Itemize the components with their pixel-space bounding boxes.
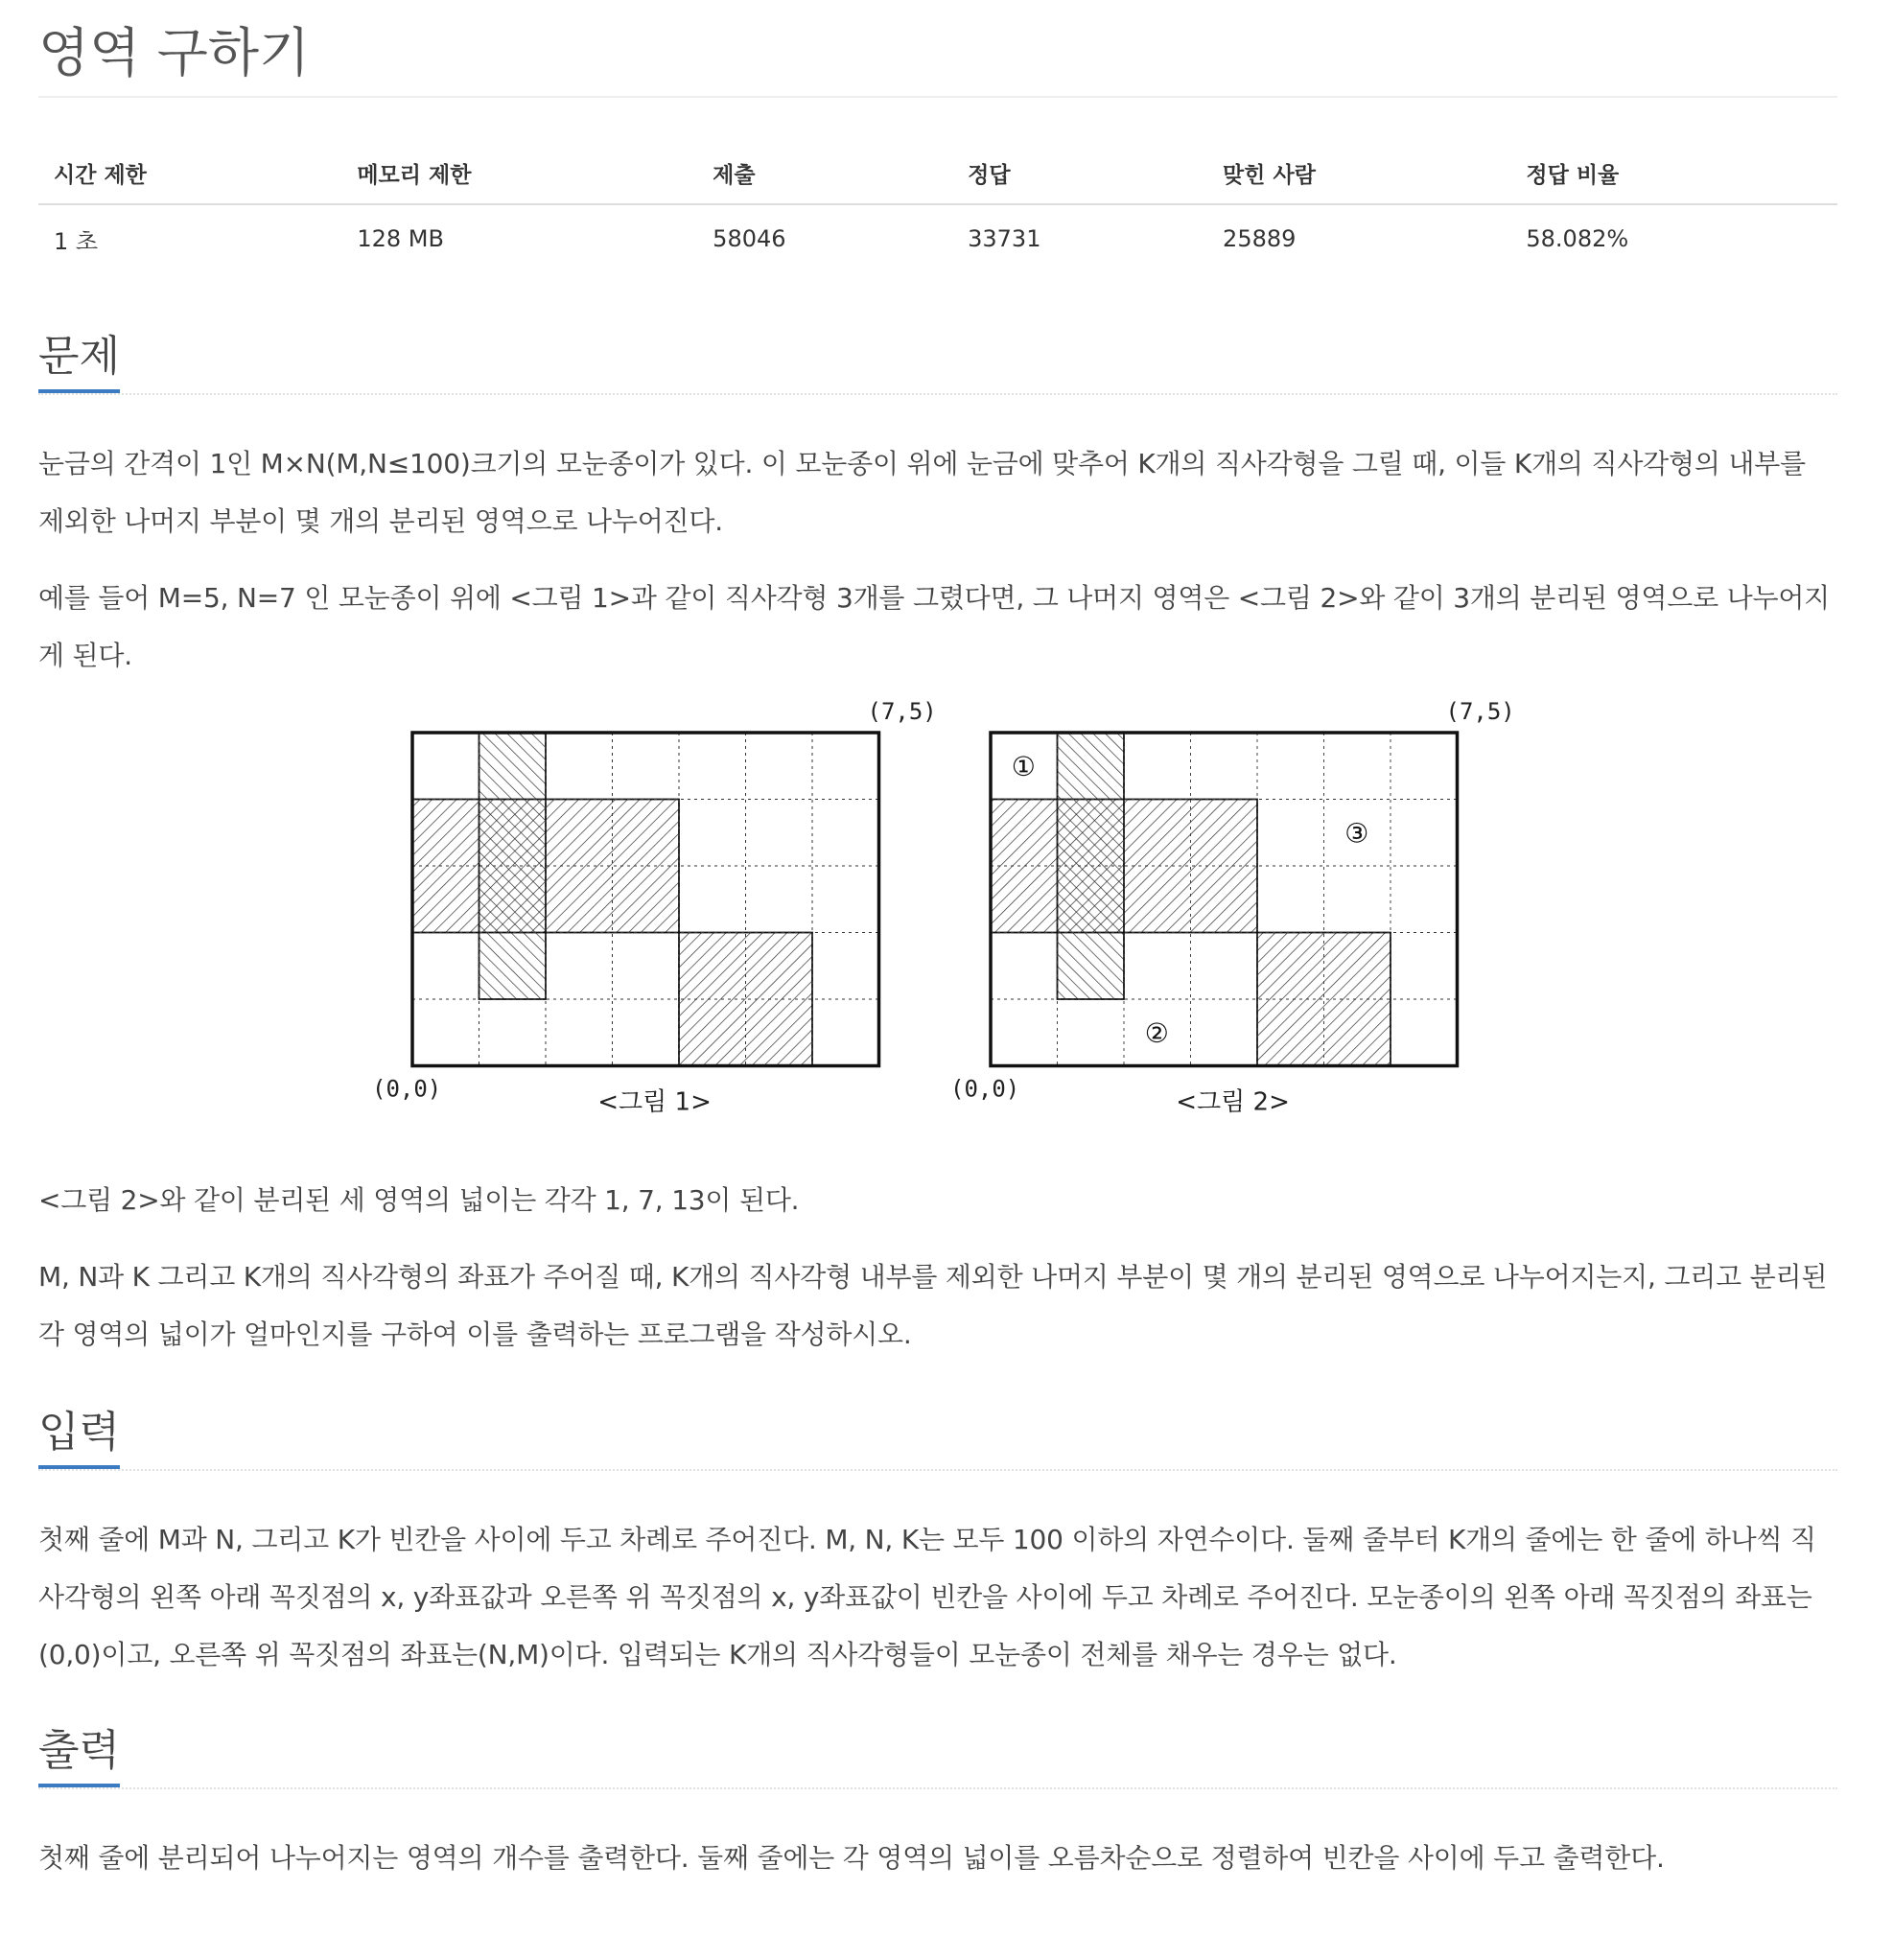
memory-limit-header: 메모리 제한 — [341, 142, 697, 204]
input-section-header — [38, 1392, 1837, 1471]
fig1-origin-label: (0,0) — [372, 1075, 442, 1103]
fig2-caption: <그림 2> — [1176, 1087, 1290, 1117]
input-paragraph: 첫째 줄에 M과 N, 그리고 K가 빈칸을 사이에 두고 차례로 주어진다. M, N, K는 모두 100 이하의 자연수이다. 둘째 줄부터 K개의 줄에는 한 줄에 하나씩 직사각형의 왼쪽 아래 꼭짓점의 x, y좌표값과 오른쪽 위 꼭짓점의 x, y좌표값이 빈칸을 사이에 두고 차례로 주어진다. 모눈종이의 왼쪽 아래 꼭짓점의 좌표는 (0,0)이고, 오른쪽 위 꼭짓점의 좌표는(N,M)이다. 입력되는 K개의 직사각형들이 모눈종이 전체를 채우는 경우는 없다. — [38, 1524, 1816, 1670]
input-section-heading: 입력 — [38, 1412, 120, 1469]
problem-section-header — [38, 316, 1837, 395]
problem-paragraph-3: <그림 2>와 같이 분리된 세 영역의 넓이는 각각 1, 7, 13이 된다. — [38, 1184, 800, 1216]
submissions-header: 제출 — [697, 142, 952, 204]
problem-section-heading: 문제 — [38, 336, 120, 393]
time-limit-value: 1 초 — [54, 227, 99, 255]
output-paragraph: 첫째 줄에 분리되어 나누어지는 영역의 개수를 출력한다. 둘째 줄에는 각 영역의 넓이를 오름차순으로 정렬하여 빈칸을 사이에 두고 출력한다. — [38, 1842, 1665, 1874]
accepted-value: 33731 — [968, 225, 1041, 252]
problem-paragraph-2: 예를 들어 M=5, N=7 인 모눈종이 위에 <그림 1>과 같이 직사각형 3개를 그렸다면, 그 나머지 영역은 <그림 2>와 같이 3개의 분리된 영역으로 나누어지게 된다. — [38, 582, 1831, 671]
problem-paragraph-4: M, N과 K 그리고 K개의 직사각형의 좌표가 주어질 때, K개의 직사각형 내부를 제외한 나머지 부분이 몇 개의 분리된 영역으로 나누어지는지, 그리고 분리된 각 영역의 넓이가 얼마인지를 구하여 이를 출력하는 프로그램을 작성하시오. — [38, 1261, 1828, 1350]
page-title: 영역 구하기 — [38, 0, 1837, 98]
problem-paragraph-1: 눈금의 간격이 1인 M×N(M,N≤100)크기의 모눈종이가 있다. 이 모눈종이 위에 눈금에 맞추어 K개의 직사각형을 그릴 때, 이들 K개의 직사각형의 내부를 제외한 나머지 부분이 몇 개의 분리된 영역으로 나누어진다. — [38, 448, 1806, 537]
figure-2 — [950, 698, 1515, 1117]
fig2-corner-label: (7,5) — [1445, 698, 1515, 725]
output-section-header — [38, 1711, 1837, 1789]
stats-table — [38, 142, 1837, 272]
output-section-heading: 출력 — [38, 1730, 120, 1787]
stats-value-row — [38, 204, 1837, 272]
accept-ratio-value: 58.082% — [1526, 225, 1629, 252]
fig1-corner-label: (7,5) — [867, 698, 937, 725]
figures-svg — [38, 692, 1837, 1172]
solvers-header: 맞힌 사람 — [1207, 142, 1510, 204]
figure-area — [38, 692, 1837, 1172]
solvers-value: 25889 — [1223, 225, 1297, 252]
submissions-value: 58046 — [713, 225, 786, 252]
time-limit-header: 시간 제한 — [38, 142, 341, 204]
stats-header-row — [38, 142, 1837, 204]
problem-page — [38, 0, 1837, 1887]
fig2-region-label: ① — [1011, 750, 1036, 782]
fig2-origin-label: (0,0) — [950, 1075, 1020, 1103]
fig2-region-label: ③ — [1344, 817, 1369, 850]
fig1-rect — [679, 933, 812, 1066]
memory-limit-value: 128 MB — [357, 225, 444, 252]
fig2-region-label: ② — [1144, 1016, 1169, 1049]
fig1-caption: <그림 1> — [597, 1087, 712, 1117]
fig2-rect — [1257, 933, 1391, 1066]
figure-1 — [372, 698, 937, 1117]
accept-ratio-header: 정답 비율 — [1510, 142, 1837, 204]
accepted-header: 정답 — [952, 142, 1207, 204]
